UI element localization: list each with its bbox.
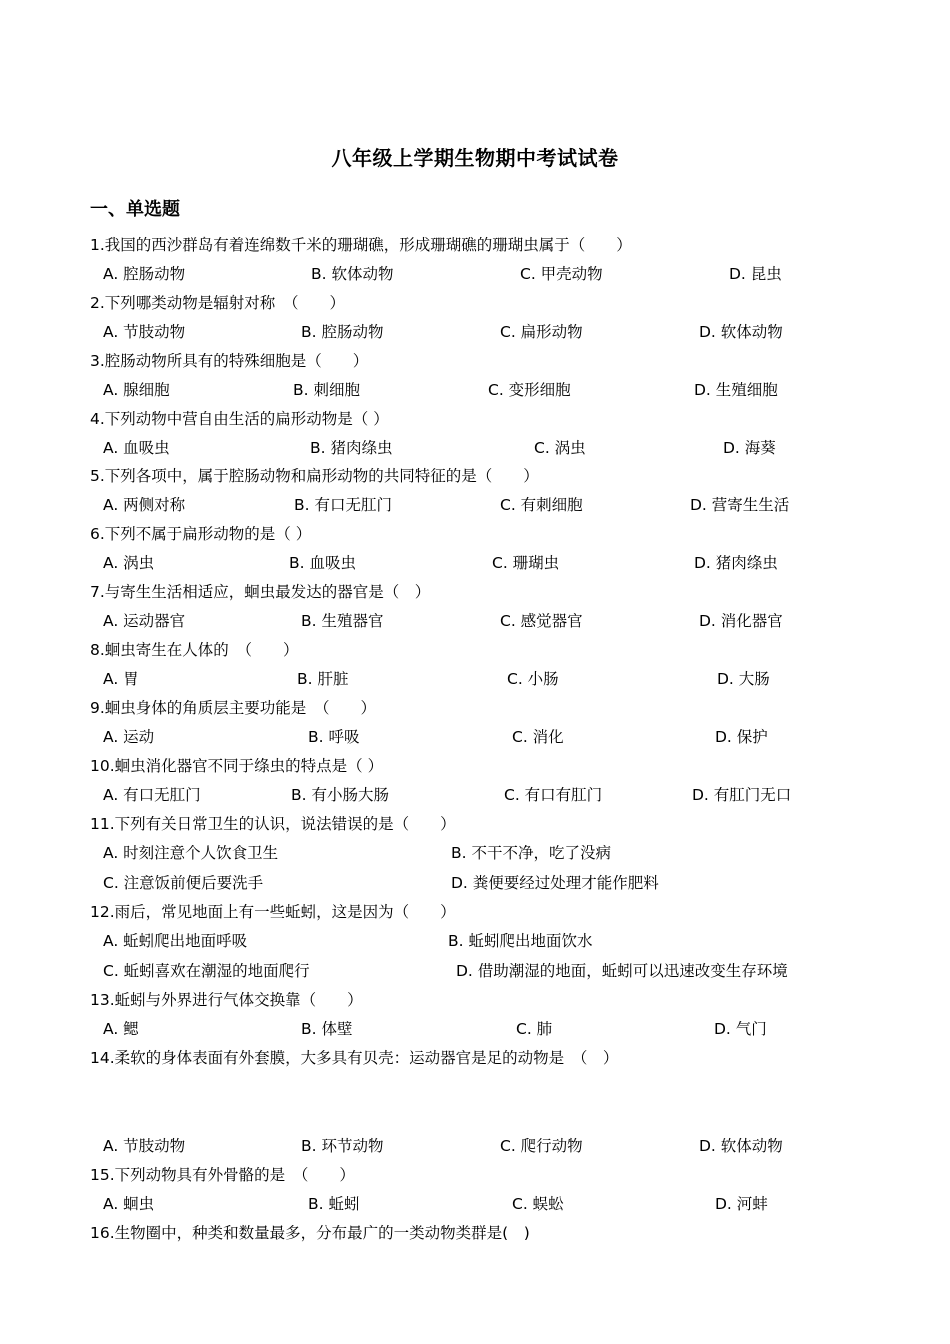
option-b[interactable]: B. 软体动物 (311, 265, 394, 283)
question-stem: 4.下列动物中营自由生活的扁形动物是（ ） (90, 410, 389, 428)
question-stem: 8.蛔虫寄生在人体的 （ ） (90, 641, 299, 659)
option-d[interactable]: D. 大肠 (717, 670, 770, 688)
question-stem: 12.雨后，常见地面上有一些蚯蚓，这是因为（ ） (90, 903, 456, 921)
option-a[interactable]: A. 蚯蚓爬出地面呼吸 (103, 932, 248, 950)
option-a[interactable]: A. 鳃 (103, 1020, 139, 1038)
option-a[interactable]: A. 涡虫 (103, 554, 155, 572)
question-options (103, 669, 863, 689)
option-d[interactable]: D. 保护 (715, 728, 768, 746)
option-c[interactable]: C. 小肠 (507, 670, 559, 688)
option-c[interactable]: C. 蜈蚣 (512, 1195, 564, 1213)
option-c[interactable]: C. 蚯蚓喜欢在潮湿的地面爬行 (103, 962, 310, 980)
option-d[interactable]: D. 借助潮湿的地面，蚯蚓可以迅速改变生存环境 (456, 962, 788, 980)
option-c[interactable]: C. 有口有肛门 (504, 786, 603, 804)
option-d[interactable]: D. 昆虫 (729, 265, 782, 283)
option-d[interactable]: D. 生殖细胞 (694, 381, 778, 399)
option-a[interactable]: A. 时刻注意个人饮食卫生 (103, 844, 279, 862)
option-d[interactable]: D. 气门 (714, 1020, 767, 1038)
question-options (103, 961, 863, 981)
option-c[interactable]: C. 变形细胞 (488, 381, 571, 399)
question-options (103, 843, 863, 863)
option-d[interactable]: D. 河蚌 (715, 1195, 768, 1213)
question-stem: 11.下列有关日常卫生的认识，说法错误的是（ ） (90, 815, 456, 833)
option-b[interactable]: B. 有口无肛门 (294, 496, 392, 514)
question-options (103, 1019, 863, 1039)
option-a[interactable]: A. 胃 (103, 670, 139, 688)
option-a[interactable]: A. 腔肠动物 (103, 265, 186, 283)
option-c[interactable]: C. 有刺细胞 (500, 496, 583, 514)
option-b[interactable]: B. 环节动物 (301, 1137, 384, 1155)
option-b[interactable]: B. 不干不净，吃了没病 (451, 844, 611, 862)
option-a[interactable]: A. 节肢动物 (103, 1137, 186, 1155)
option-b[interactable]: B. 体壁 (301, 1020, 353, 1038)
option-a[interactable]: A. 运动 (103, 728, 155, 746)
question-options (103, 264, 863, 284)
question-options (103, 553, 863, 573)
question-stem: 2.下列哪类动物是辐射对称 （ ） (90, 294, 346, 312)
option-b[interactable]: B. 有小肠大肠 (291, 786, 389, 804)
question-stem: 9.蛔虫身体的角质层主要功能是 （ ） (90, 699, 377, 717)
option-d[interactable]: D. 有肛门无口 (692, 786, 792, 804)
question-stem: 14.柔软的身体表面有外套膜，大多具有贝壳：运动器官是足的动物是 （ ） (90, 1049, 619, 1067)
question-options (103, 873, 863, 893)
option-a[interactable]: A. 运动器官 (103, 612, 186, 630)
option-a[interactable]: A. 腺细胞 (103, 381, 170, 399)
option-c[interactable]: C. 消化 (512, 728, 564, 746)
option-b[interactable]: B. 蚯蚓 (308, 1195, 360, 1213)
option-b[interactable]: B. 血吸虫 (289, 554, 356, 572)
option-c[interactable]: C. 注意饭前便后要洗手 (103, 874, 264, 892)
option-b[interactable]: B. 猪肉绦虫 (310, 439, 393, 457)
option-a[interactable]: A. 蛔虫 (103, 1195, 155, 1213)
question-options (103, 611, 863, 631)
option-b[interactable]: B. 肝脏 (297, 670, 349, 688)
option-a[interactable]: A. 血吸虫 (103, 439, 170, 457)
question-options (103, 785, 863, 805)
option-a[interactable]: A. 两侧对称 (103, 496, 186, 514)
question-options (103, 495, 863, 515)
option-d[interactable]: D. 软体动物 (699, 1137, 783, 1155)
option-c[interactable]: C. 涡虫 (534, 439, 586, 457)
question-options (103, 380, 863, 400)
question-stem: 7.与寄生生活相适应，蛔虫最发达的器官是（ ） (90, 583, 431, 601)
option-d[interactable]: D. 营寄生生活 (690, 496, 790, 514)
option-c[interactable]: C. 肺 (516, 1020, 553, 1038)
question-stem: 15.下列动物具有外骨骼的是 （ ） (90, 1166, 355, 1184)
question-stem: 10.蛔虫消化器官不同于绦虫的特点是（ ） (90, 757, 384, 775)
question-stem: 16.生物圈中，种类和数量最多，分布最广的一类动物类群是( ) (90, 1224, 530, 1242)
option-d[interactable]: D. 软体动物 (699, 323, 783, 341)
option-d[interactable]: D. 海葵 (723, 439, 776, 457)
option-c[interactable]: C. 扁形动物 (500, 323, 583, 341)
question-options (103, 727, 863, 747)
option-b[interactable]: B. 呼吸 (308, 728, 360, 746)
option-d[interactable]: D. 猪肉绦虫 (694, 554, 778, 572)
question-options (103, 438, 863, 458)
option-d[interactable]: D. 粪便要经过处理才能作肥料 (451, 874, 659, 892)
question-options (103, 322, 863, 342)
question-stem: 3.腔肠动物所具有的特殊细胞是（ ） (90, 352, 369, 370)
question-stem: 6.下列不属于扁形动物的是（ ） (90, 525, 312, 543)
option-b[interactable]: B. 腔肠动物 (301, 323, 384, 341)
question-stem: 1.我国的西沙群岛有着连绵数千米的珊瑚礁，形成珊瑚礁的珊瑚虫属于（ ） (90, 236, 632, 254)
option-b[interactable]: B. 刺细胞 (293, 381, 360, 399)
option-c[interactable]: C. 感觉器官 (500, 612, 583, 630)
option-c[interactable]: C. 爬行动物 (500, 1137, 583, 1155)
page-title: 八年级上学期生物期中考试试卷 (331, 146, 619, 170)
option-d[interactable]: D. 消化器官 (699, 612, 783, 630)
section-heading: 一、单选题 (90, 199, 180, 220)
question-stem: 5.下列各项中，属于腔肠动物和扁形动物的共同特征的是（ ） (90, 467, 539, 485)
option-a[interactable]: A. 节肢动物 (103, 323, 186, 341)
question-options (103, 1194, 863, 1214)
question-stem: 13.蚯蚓与外界进行气体交换靠（ ） (90, 991, 363, 1009)
option-b[interactable]: B. 生殖器官 (301, 612, 384, 630)
question-options (103, 931, 863, 951)
question-options (103, 1136, 863, 1156)
option-a[interactable]: A. 有口无肛门 (103, 786, 201, 804)
option-b[interactable]: B. 蚯蚓爬出地面饮水 (448, 932, 593, 950)
option-c[interactable]: C. 珊瑚虫 (492, 554, 560, 572)
option-c[interactable]: C. 甲壳动物 (520, 265, 603, 283)
